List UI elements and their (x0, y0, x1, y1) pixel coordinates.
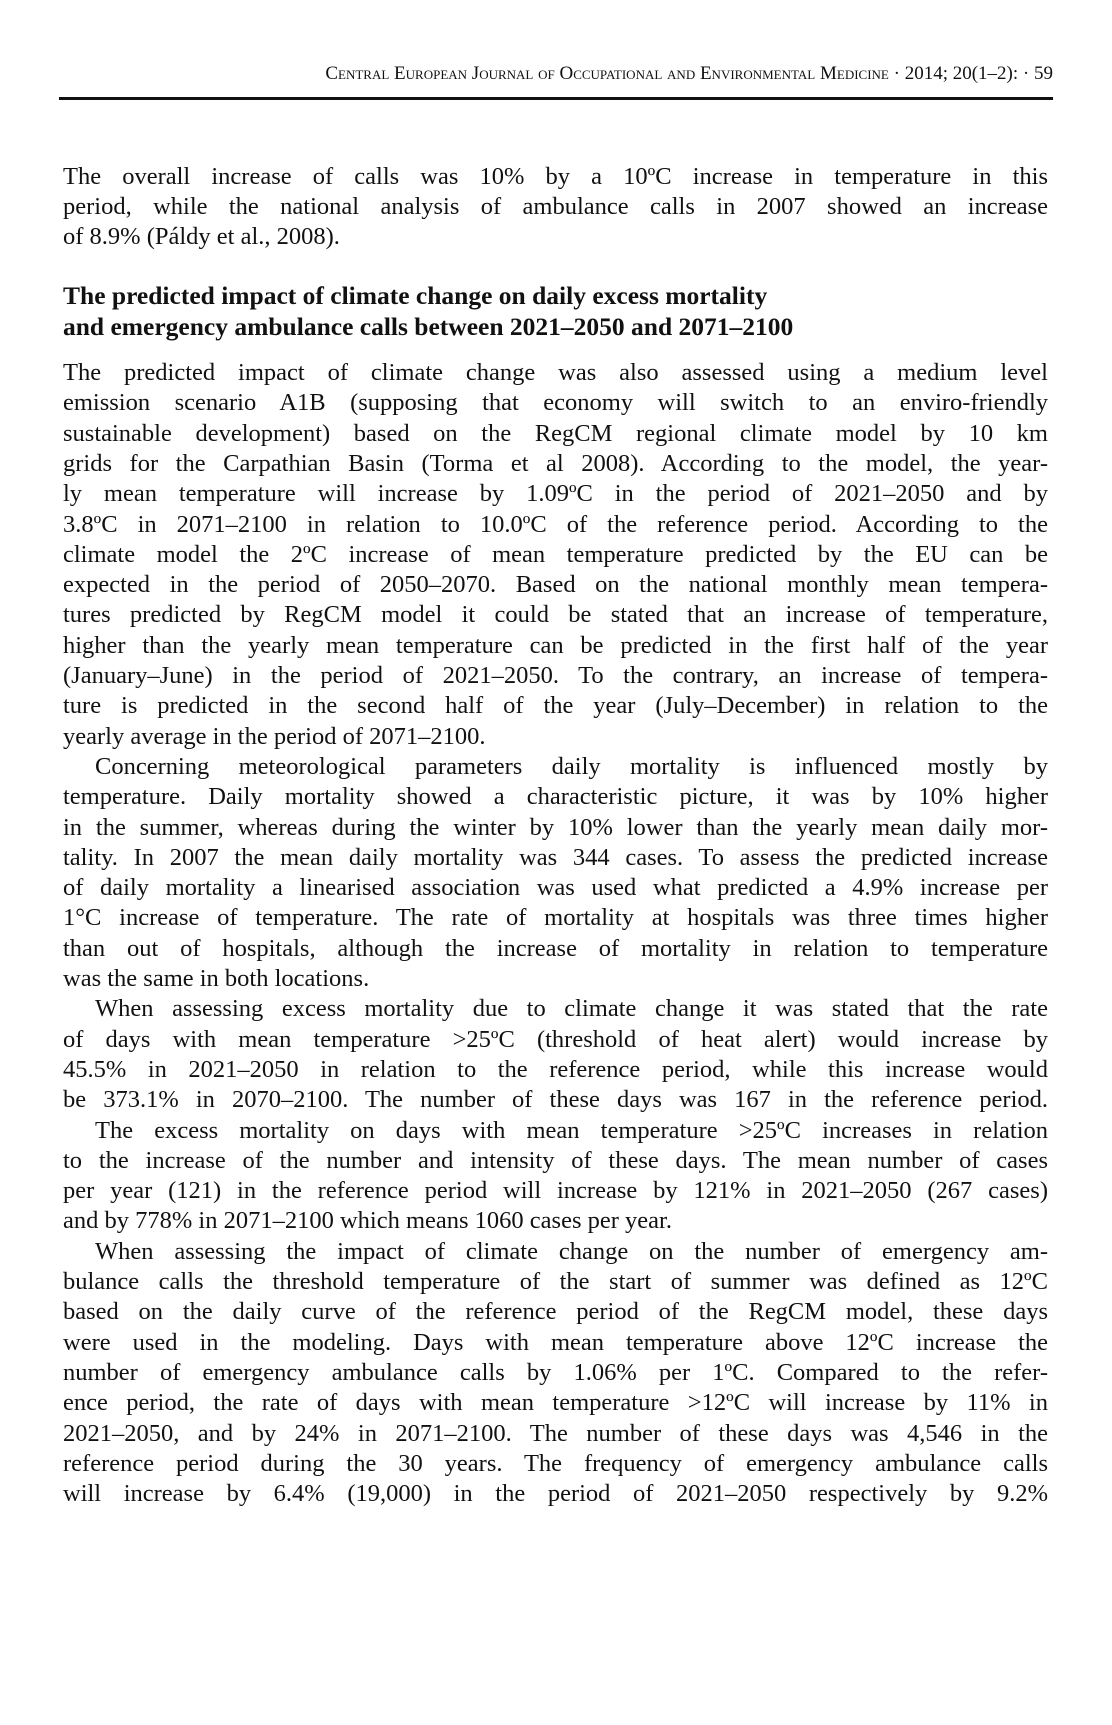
text-line: The overall increase of calls was 10% by a 10ºC increase in temperature in this (63, 163, 1048, 190)
text-line: ly mean temperature will increase by 1.09ºC in the period of 2021–2050 and by (63, 480, 1048, 508)
text-line: of 8.9% (Páldy et al., 2008). (63, 223, 340, 250)
text-line: When assessing excess mortality due to climate change it was stated that the rate (95, 995, 1048, 1023)
heading-line: and emergency ambulance calls between 2021–2050 and 2071–2100 (63, 312, 794, 341)
text-line: per year (121) in the reference period will increase by 121% in 2021–2050 (267 cases) (63, 1177, 1048, 1205)
text-line: tality. In 2007 the mean daily mortality was 344 cases. To assess the predicted increase (63, 843, 1048, 871)
heading-line: The predicted impact of climate change on daily excess mortality (63, 281, 768, 310)
text-line: ture is predicted in the second half of the year (July–December) in relation to the (63, 692, 1048, 720)
text-line: expected in the period of 2050–2070. Based on the national monthly mean tempera- (63, 571, 1048, 599)
text-line: emission scenario A1B (supposing that economy will switch to an enviro-friendly (63, 389, 1048, 417)
text-line: The predicted impact of climate change was also assessed using a medium level (63, 359, 1048, 386)
text-line: 3.8ºC in 2071–2100 in relation to 10.0ºC of the reference period. According to the (63, 510, 1048, 538)
text-line: will increase by 6.4% (19,000) in the period of 2021–2050 respectively by 9.2% (63, 1480, 1048, 1508)
text-line: be 373.1% in 2070–2100. The number of these days was 167 in the reference period. (63, 1086, 1048, 1114)
text-line: period, while the national analysis of ambulance calls in 2007 showed an increase (63, 193, 1048, 220)
text-line: sustainable development) based on the RegCM regional climate model by 10 km (63, 419, 1048, 447)
text-line: The excess mortality on days with mean temperature >25ºC increases in relation (95, 1116, 1048, 1144)
text-line: were used in the modeling. Days with mean temperature above 12ºC increase the (63, 1328, 1048, 1356)
text-line: higher than the yearly mean temperature can be predicted in the first half of the year (63, 631, 1048, 659)
text-line: Concerning meteorological parameters daily mortality is influenced mostly by (95, 752, 1048, 780)
text-line: bulance calls the threshold temperature of the start of summer was defined as 12ºC (63, 1268, 1048, 1295)
text-line: than out of hospitals, although the increase of mortality in relation to temperature (63, 934, 1048, 962)
text-line: and by 778% in 2071–2100 which means 1060 cases per year. (63, 1207, 672, 1235)
text-line: (January–June) in the period of 2021–2050. To the contrary, an increase of tempera- (63, 662, 1048, 689)
text-line: ence period, the rate of days with mean temperature >12ºC will increase by 11% in (63, 1389, 1048, 1417)
header-rule (59, 97, 1053, 100)
text-line: climate model the 2ºC increase of mean temperature predicted by the EU can be (63, 540, 1048, 568)
citation: · 2014; 20(1–2): · 59 (888, 63, 1053, 84)
text-line: was the same in both locations. (63, 965, 370, 992)
running-head (59, 62, 1053, 86)
text-line: When assessing the impact of climate change on the number of emergency am- (95, 1237, 1048, 1265)
text-line: to the increase of the number and intensity of these days. The mean number of cases (63, 1146, 1048, 1174)
text-line: based on the daily curve of the reference period of the RegCM model, these days (63, 1298, 1048, 1326)
text-line: of days with mean temperature >25ºC (threshold of heat alert) would increase by (63, 1025, 1048, 1053)
text-line: yearly average in the period of 2071–2100. (63, 722, 486, 750)
text-line: in the summer, whereas during the winter by 10% lower than the yearly mean daily mor- (63, 813, 1048, 841)
text-line: grids for the Carpathian Basin (Torma et al 2008). According to the model, the year- (63, 449, 1048, 477)
text-line: number of emergency ambulance calls by 1.06% per 1ºC. Compared to the refer- (63, 1358, 1048, 1386)
text-line: reference period during the 30 years. The frequency of emergency ambulance calls (63, 1449, 1048, 1477)
text-line: temperature. Daily mortality showed a characteristic picture, it was by 10% higher (63, 783, 1048, 811)
journal-title: Central European Journal of Occupational and Environmental Medicine (325, 63, 889, 84)
text-line: 1°C increase of temperature. The rate of mortality at hospitals was three times higher (63, 904, 1048, 932)
text-line: tures predicted by RegCM model it could be stated that an increase of temperature, (63, 601, 1048, 629)
text-line: 45.5% in 2021–2050 in relation to the reference period, while this increase would (63, 1055, 1048, 1083)
text-line: of daily mortality a linearised association was used what predicted a 4.9% increase per (63, 874, 1048, 902)
text-line: 2021–2050, and by 24% in 2071–2100. The number of these days was 4,546 in the (63, 1419, 1048, 1447)
